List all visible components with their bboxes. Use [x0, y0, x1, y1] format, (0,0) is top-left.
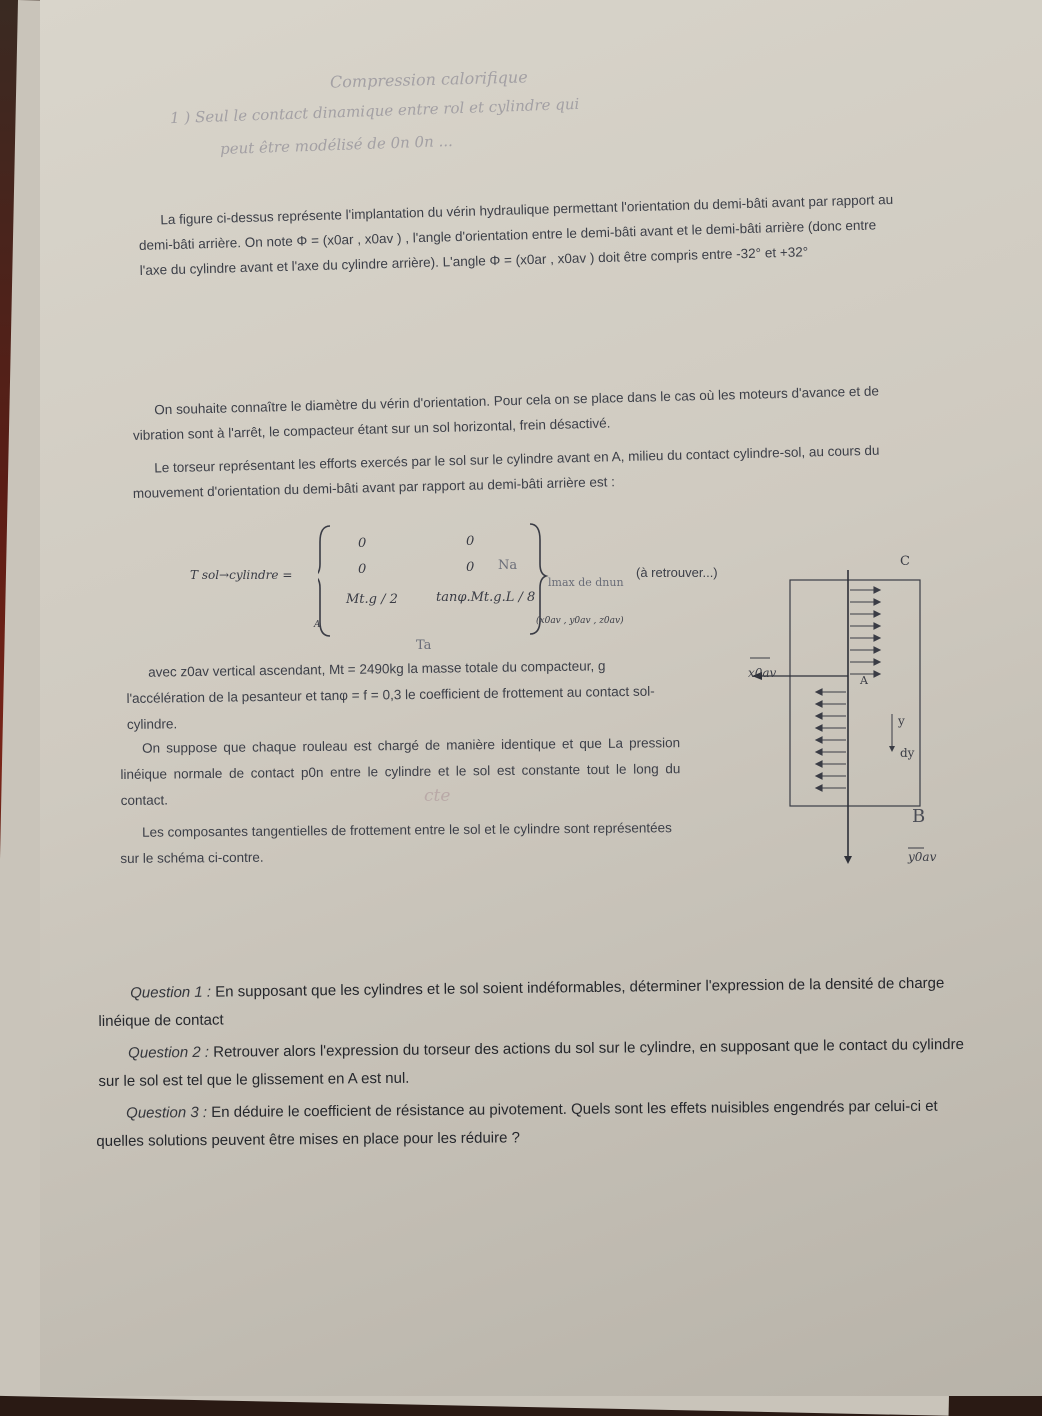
torseur-block: [180, 520, 740, 653]
intro-paragraph-3: Le torseur représentant les efforts exercés par le sol sur le cylindre avant en A, milieu du contact cylindre-sol, au cours du mouvement d'orientation du demi-bâti avant par rapport au demi-bâti arrière est :: [132, 442, 880, 501]
torseur-c2-r2: 0: [466, 560, 475, 575]
intro-paragraph-2: On souhaite connaître le diamètre du vérin d'orientation. Pour cela on se place dans le cas où les moteurs d'avance et de vibration sont à l'arrêt, le compacteur étant sur un sol horizontal, frein désactivé.: [132, 383, 880, 443]
question-2-label: Question 2 :: [128, 1043, 210, 1062]
question-1-label: Question 1 :: [130, 983, 212, 1002]
handwritten-title: Compression calorifique: [329, 67, 528, 92]
torseur-point: A: [314, 620, 321, 630]
question-3-label: Question 3 :: [126, 1104, 208, 1122]
handwritten-cte: cte: [424, 786, 451, 806]
question-3: [96, 1092, 976, 1156]
torseur-a-retrouver: (à retrouver...): [636, 565, 718, 580]
handwritten-Ta-annotation: Ta: [416, 638, 432, 653]
torseur-c2-r3: tanφ.Mt.g.L / 8: [436, 590, 536, 605]
friction-diagram: [740, 550, 980, 880]
diagram-label-A: A: [860, 674, 868, 687]
diagram-drawing: [740, 550, 980, 880]
torseur-c1-r3: Mt.g / 2: [346, 592, 398, 607]
torseur-label: T sol→cylindre =: [190, 568, 293, 582]
intro-paragraph-1: La figure ci-dessus représente l'implantation du vérin hydraulique permettant l'orientation du demi-bâti avant par rapport au demi-bâti arrière. On note Φ = (x0ar , x0av ) , l'angle d'orientation entre le demi-bâti avant et le demi-bâti arrière (donc entre l'axe du cylindre avant et l'axe du cylindre arrière). L'angle Φ = (x0ar , x0av ) doit être compris entre -32° et +32°: [138, 191, 894, 278]
diagram-label-B: B: [912, 806, 926, 827]
handwritten-N-annotation: Na: [498, 558, 518, 573]
pression-paragraph: On suppose que chaque rouleau est chargé de manière identique et que La pression linéique normale de contact p0n entre le cylindre et le sol est constante tout le long du contact.: [120, 735, 681, 808]
question-2-text: Retrouver alors l'expression du torseur des actions du sol sur le cylindre, en supposant que le contact du cylindre sur le sol est tel que le glissement en A est nul.: [98, 1035, 965, 1090]
torseur-c1-r2: 0: [358, 562, 367, 577]
diagram-label-dy: dy: [900, 746, 915, 760]
diagram-label-y: y: [898, 714, 905, 728]
diagram-label-C: C: [900, 554, 910, 569]
question-2: [98, 1031, 969, 1096]
diagram-axis-y: y0av: [908, 850, 937, 864]
torseur-c1-r1: 0: [358, 536, 367, 551]
question-1: [98, 969, 959, 1036]
diagram-axis-x: x0av: [748, 666, 777, 680]
avec-paragraph: avec z0av vertical ascendant, Mt = 2490kg la masse totale du compacteur, g l'accélération de la pesanteur et tanφ = f = 0,3 le coefficient de frottement au contact sol-cylindre.: [126, 658, 655, 732]
handwritten-line-2: peut être modélisé de 0n 0n ...: [219, 131, 454, 159]
tangentielles-paragraph: Les composantes tangentielles de frottement entre le sol et le cylindre sont représentées sur le schéma ci-contre.: [120, 820, 672, 866]
document-page: [40, 0, 1042, 1396]
torseur-c2-r1: 0: [466, 534, 475, 549]
handwritten-lines-annotation: lmax de dnun: [548, 576, 624, 589]
question-3-text: En déduire le coefficient de résistance au pivotement. Quels sont les effets nuisibles engendrés par celui-ci et quelles solutions peuvent être mises en place pour les réduire ?: [96, 1097, 938, 1150]
question-1-text: En supposant que les cylindres et le sol soient indéformables, déterminer l'expression de la densité de charge linéique de contact: [98, 974, 945, 1030]
handwritten-line-1: 1 ) Seul le contact dinamique entre rol et cylindre qui: [169, 94, 580, 128]
torseur-basis: (x0av , y0av , z0av): [536, 616, 624, 626]
